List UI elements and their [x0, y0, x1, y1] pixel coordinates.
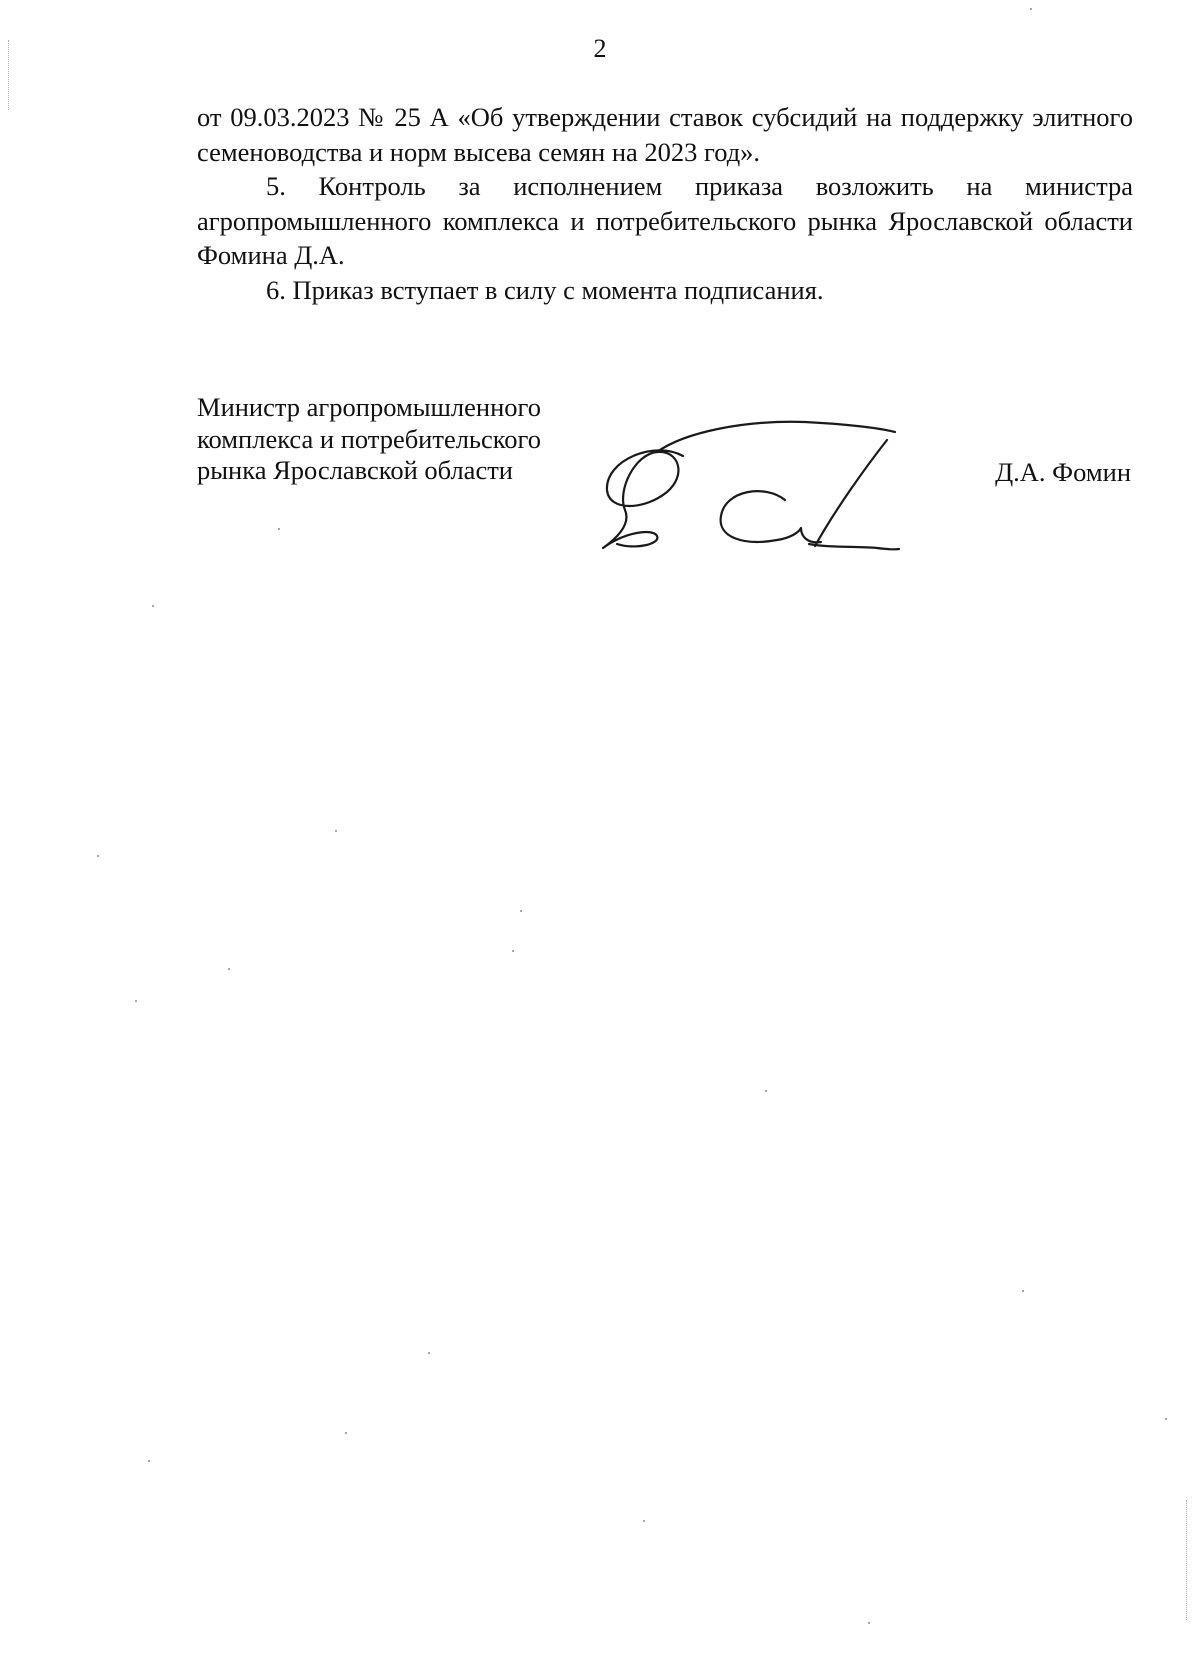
handwritten-signature — [595, 420, 935, 565]
scan-edge-artifact — [8, 40, 10, 110]
scan-speck — [228, 968, 230, 970]
document-body — [197, 100, 1133, 308]
scan-speck — [1165, 1418, 1167, 1420]
scan-speck — [765, 1090, 767, 1092]
paragraph-6-effective: 6. Приказ вступает в силу с момента подписания. — [266, 274, 824, 305]
page-number: 2 — [593, 34, 607, 63]
scan-speck — [278, 528, 280, 530]
scan-edge-artifact — [1186, 1500, 1188, 1620]
scan-speck — [512, 950, 514, 952]
scan-speck — [868, 1622, 870, 1624]
scan-speck — [152, 605, 154, 607]
paragraph-continuation: от 09.03.2023 № 25 А «Об утверждении ставок субсидий на поддержку элитного семеноводства и норм высева семян на 2023 год». — [197, 102, 1133, 167]
scan-speck — [135, 1000, 137, 1002]
signatory-title-line: рынка Ярославской области — [197, 455, 513, 485]
signatory-title-line: комплекса и потребительского — [197, 423, 542, 454]
scan-speck — [643, 1520, 645, 1522]
paragraph-5-control: 5. Контроль за исполнением приказа возложить на министра агропромышленного комплекса и потребительского рынка Ярославской области Фомина Д.А. — [197, 171, 1133, 271]
scan-speck — [1022, 1290, 1024, 1292]
signatory-title-line: Министр агропромышленного — [197, 392, 541, 422]
scan-speck — [428, 1352, 430, 1354]
scan-speck — [148, 1460, 150, 1462]
scan-speck — [97, 855, 99, 857]
scan-speck — [1030, 8, 1032, 10]
scan-speck — [345, 1432, 347, 1434]
scan-speck — [520, 910, 522, 912]
signatory-title — [197, 392, 541, 487]
scan-speck — [335, 830, 337, 832]
signatory-name: Д.А. Фомин — [995, 457, 1131, 487]
